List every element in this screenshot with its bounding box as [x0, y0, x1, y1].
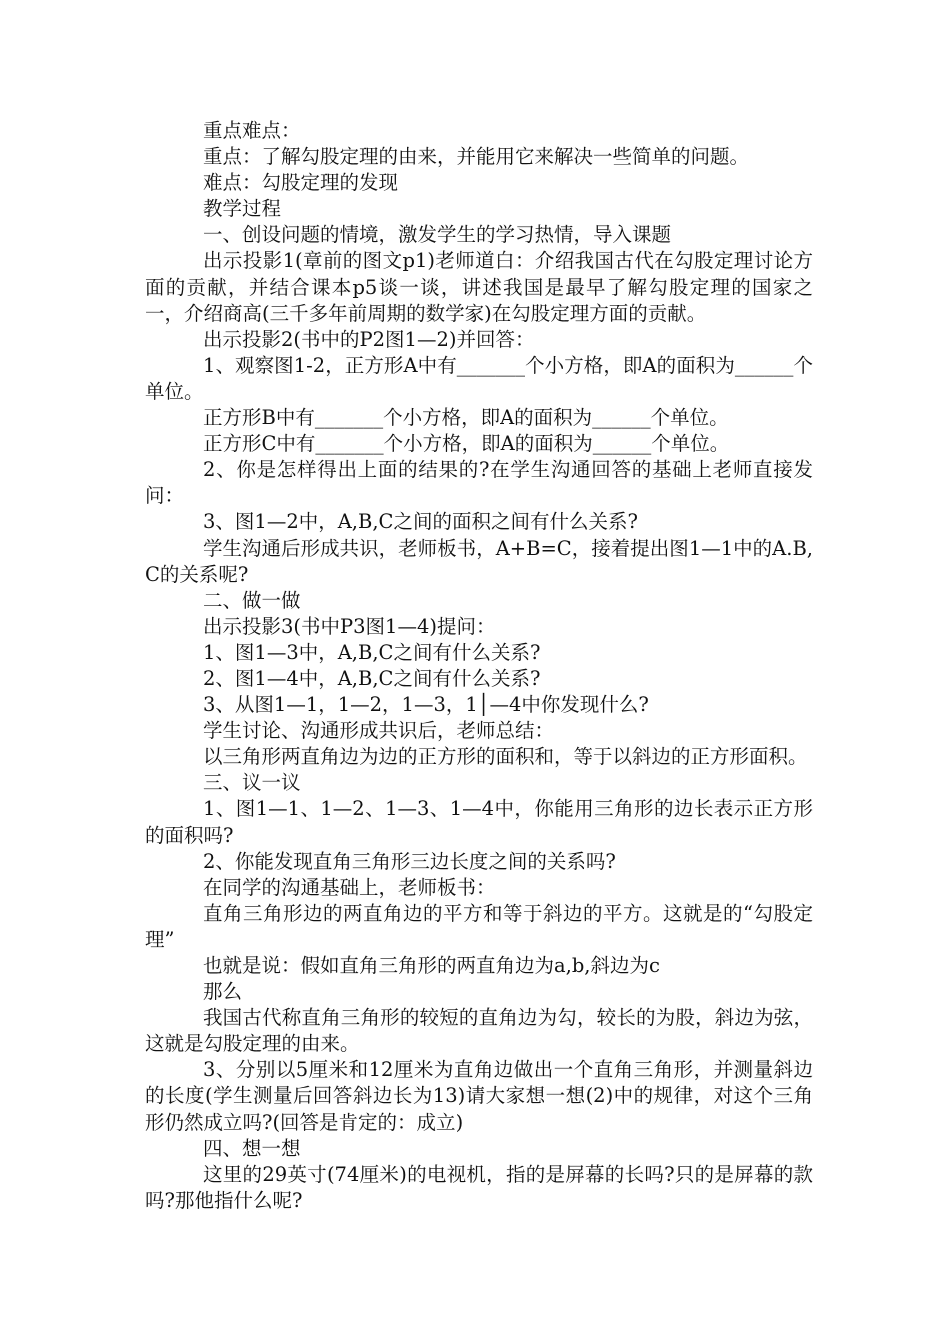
- question-1-square-c: 正方形C中有_______个小方格，即A的面积为______个单位。: [203, 432, 730, 456]
- paragraph-tv-question: 这里的29英寸(74厘米)的电视机，指的是屏幕的长吗?只的是屏幕的款吗?那他指什么呢?: [145, 1162, 813, 1212]
- difficult-point-text: 难点：勾股定理的发现: [203, 171, 399, 195]
- paragraph-projection-2: 出示投影2(书中的P2图1—2)并回答：: [203, 327, 535, 351]
- section-one-heading: 一、创设问题的情境，激发学生的学习热情，导入课题: [203, 223, 672, 247]
- question-1-square-b: 正方形B中有_______个小方格，即A的面积为______个单位。: [203, 406, 729, 430]
- document-body: [145, 118, 813, 1214]
- question-2: 2、你是怎样得出上面的结果的?在学生沟通回答的基础上老师直接发问：: [145, 458, 813, 508]
- paragraph-consensus: 学生沟通后形成共识，老师板书，A+B=C，接着提出图1—1中的A.B,C的关系呢?: [145, 536, 813, 586]
- paragraph-board-writing: 在同学的沟通基础上，老师板书：: [203, 875, 496, 899]
- paragraph-teacher-summary: 学生讨论、沟通形成共识后，老师总结：: [203, 719, 555, 743]
- paragraph-then: 那么: [203, 980, 243, 1004]
- section-two-heading: 二、做一做: [203, 588, 301, 612]
- paragraph-pythagorean-theorem: 直角三角形边的两直角边的平方和等于斜边的平方。这就是的“勾股定理”: [145, 901, 813, 951]
- paragraph-summary-statement: 以三角形两直角边为边的正方形的面积和，等于以斜边的正方形面积。: [203, 745, 808, 769]
- paragraph-projection-3: 出示投影3(书中P3图1—4)提问：: [203, 614, 496, 638]
- heading-teaching-process: 教学过程: [203, 197, 282, 221]
- section-three-heading: 三、议一议: [203, 771, 301, 795]
- question-3: 3、图1—2中，A,B,C之间的面积之间有什么关系?: [203, 510, 638, 534]
- discussion-question-2: 2、你能发现直角三角形三边长度之间的关系吗?: [203, 849, 616, 873]
- paragraph-gou-gu-origin: 我国古代称直角三角形的较短的直角边为勾，较长的为股，斜边为弦，这就是勾股定理的由来。: [145, 1006, 813, 1056]
- question-1-square-a: 1、观察图1-2，正方形A中有_______个小方格，即A的面积为______个单位。: [145, 353, 813, 403]
- section-four-heading: 四、想一想: [203, 1136, 301, 1160]
- paragraph-that-is: 也就是说：假如直角三角形的两直角边为a,b,斜边为c: [203, 954, 660, 977]
- heading-key-difficult-points: 重点难点：: [203, 119, 301, 142]
- paragraph-projection-1: 出示投影1(章前的图文p1)老师道白：介绍我国古代在勾股定理讨论方面的贡献，并结合课本p5谈一谈，讲述我国是最早了解勾股定理的国家之一，介绍商高(三千多年前周期的数学家)在勾股定理方面的贡献。: [145, 249, 813, 325]
- question-what-discover: 3、从图1—1，1—2，1—3，1│—4中你发现什么?: [203, 693, 649, 717]
- discussion-question-1: 1、图1—1、1—2、1—3、1—4中，你能用三角形的边长表示正方形的面积吗?: [145, 797, 813, 847]
- discussion-question-3: 3、分别以5厘米和12厘米为直角边做出一个直角三角形，并测量斜边的长度(学生测量后回答斜边长为13)请大家想一想(2)中的规律，对这个三角形仍然成立吗?(回答是肯定的：成立): [145, 1058, 813, 1134]
- question-figure-1-3: 1、图1—3中，A,B,C之间有什么关系?: [203, 640, 541, 664]
- key-point-text: 重点：了解勾股定理的由来，并能用它来解决一些简单的问题。: [203, 145, 750, 169]
- question-figure-1-4: 2、图1—4中，A,B,C之间有什么关系?: [203, 666, 541, 690]
